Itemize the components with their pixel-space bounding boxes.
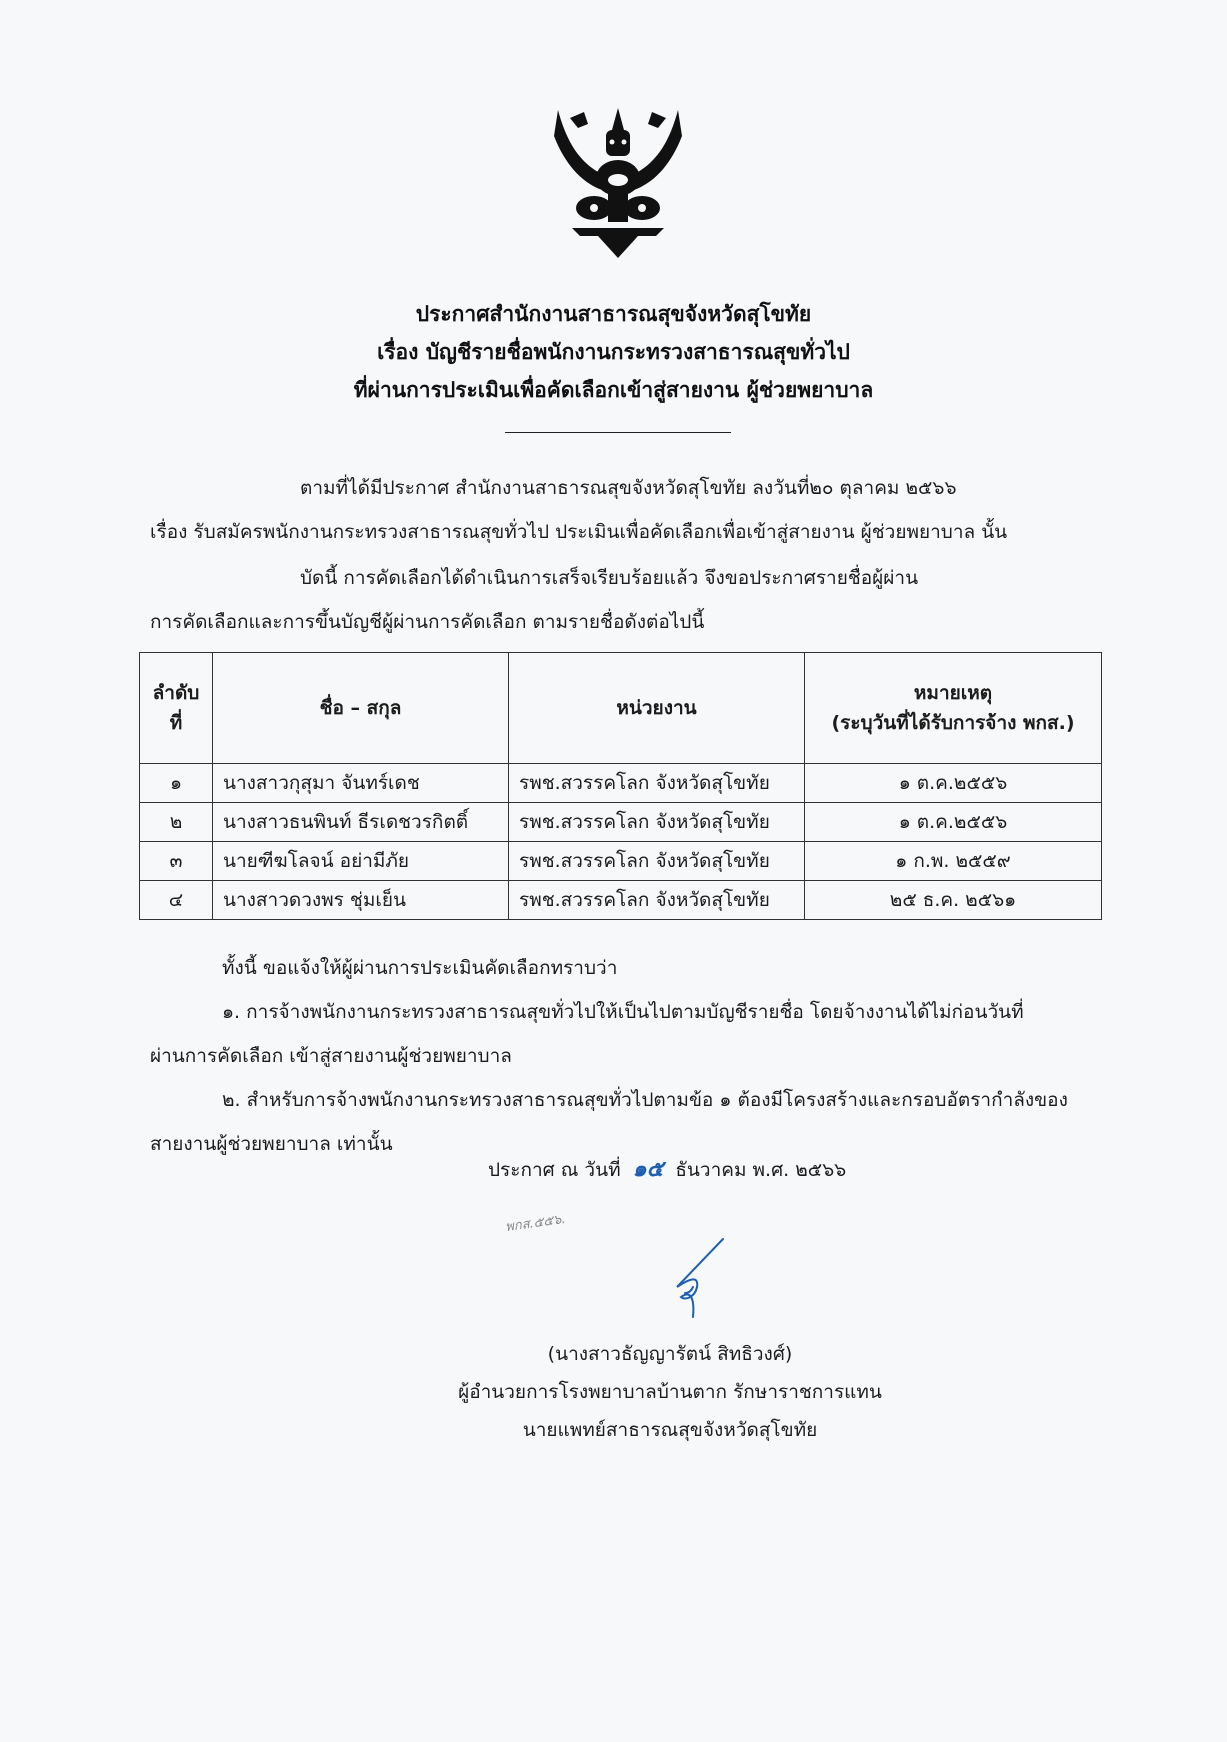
title-line-1: ประกาศสำนักงานสาธารณสุขจังหวัดสุโขทัย xyxy=(415,302,812,326)
cell-order: ๒ xyxy=(140,803,213,842)
announcement-title xyxy=(0,295,1227,409)
cell-note: ๑ ก.พ. ๒๕๕๙ xyxy=(805,842,1102,881)
signatory-position-line-2: นายแพทย์สาธารณสุขจังหวัดสุโขทัย xyxy=(522,1419,818,1441)
announcement-date xyxy=(488,1150,846,1190)
title-line-2: เรื่อง บัญชีรายชื่อพนักงานกระทรวงสาธารณสุขทั่วไป xyxy=(377,340,850,364)
header-order xyxy=(140,653,213,764)
handwritten-day: ๑๕ xyxy=(632,1157,664,1182)
header-unit: หน่วยงาน xyxy=(509,653,805,764)
note-item-2-line-2: สายงานผู้ช่วยพยาบาล เท่านั้น xyxy=(150,1133,393,1155)
cell-note: ๑ ต.ค.๒๕๕๖ xyxy=(805,764,1102,803)
date-suffix: ธันวาคม พ.ศ. ๒๕๖๖ xyxy=(675,1159,847,1181)
table-header-row xyxy=(140,653,1102,764)
note-item-2-line-1: ๒. สำหรับการจ้างพนักงานกระทรวงสาธารณสุขทั่วไปตามข้อ ๑ ต้องมีโครงสร้างและกรอบอัตรากำลังของ xyxy=(222,1089,1068,1111)
cell-note: ๒๕ ธ.ค. ๒๕๖๑ xyxy=(805,881,1102,920)
title-line-3: ที่ผ่านการประเมินเพื่อคัดเลือกเข้าสู่สายงาน ผู้ช่วยพยาบาล xyxy=(353,378,874,402)
table-row xyxy=(140,881,1102,920)
note-item-1-line-2: ผ่านการคัดเลือก เข้าสู่สายงานผู้ช่วยพยาบาล xyxy=(150,1045,512,1067)
cell-unit: รพช.สวรรคโลก จังหวัดสุโขทัย xyxy=(509,803,805,842)
notes-lead: ทั้งนี้ ขอแจ้งให้ผู้ผ่านการประเมินคัดเลือกทราบว่า xyxy=(222,957,618,979)
signatory-block xyxy=(420,1335,920,1449)
table-row xyxy=(140,803,1102,842)
cell-order: ๔ xyxy=(140,881,213,920)
cell-name: นางสาวกุสุมา จันทร์เดช xyxy=(213,764,509,803)
header-note xyxy=(805,653,1102,764)
date-prefix: ประกาศ ณ วันที่ xyxy=(488,1159,621,1181)
cell-note: ๑ ต.ค.๒๕๕๖ xyxy=(805,803,1102,842)
cell-unit: รพช.สวรรคโลก จังหวัดสุโขทัย xyxy=(509,764,805,803)
signature-icon xyxy=(665,1235,735,1320)
title-divider xyxy=(505,432,731,433)
table-row xyxy=(140,764,1102,803)
cell-name: นางสาวธนพินท์ ธีรเดชวรกิตติ์ xyxy=(213,803,509,842)
intro-paragraph-2-line-1: บัดนี้ การคัดเลือกได้ดำเนินการเสร็จเรียบร้อยแล้ว จึงขอประกาศรายชื่อผู้ผ่าน xyxy=(300,567,919,589)
cell-name: นางสาวดวงพร ชุ่มเย็น xyxy=(213,881,509,920)
header-order-line-1: ลำดับ xyxy=(152,682,200,704)
header-note-line-2: (ระบุวันที่ได้รับการจ้าง พกส.) xyxy=(831,712,1075,734)
garuda-emblem-icon xyxy=(548,100,688,260)
cell-order: ๓ xyxy=(140,842,213,881)
cell-unit: รพช.สวรรคโลก จังหวัดสุโขทัย xyxy=(509,881,805,920)
cell-name: นายฑีฆโลจน์ อย่ามีภัย xyxy=(213,842,509,881)
intro-paragraph-2-line-2: การคัดเลือกและการขึ้นบัญชีผู้ผ่านการคัดเลือก ตามรายชื่อดังต่อไปนี้ xyxy=(150,611,705,633)
cell-order: ๑ xyxy=(140,764,213,803)
signatory-name: (นางสาวธัญญารัตน์ สิทธิวงศ์) xyxy=(547,1343,793,1365)
pencil-annotation: พกส.๕๕๖. xyxy=(504,1211,567,1236)
passed-candidates-table xyxy=(139,652,1102,920)
table-row xyxy=(140,842,1102,881)
header-name: ชื่อ – สกุล xyxy=(213,653,509,764)
cell-unit: รพช.สวรรคโลก จังหวัดสุโขทัย xyxy=(509,842,805,881)
intro-paragraph-1-line-1: ตามที่ได้มีประกาศ สำนักงานสาธารณสุขจังหวัดสุโขทัย ลงวันที่๒๐ ตุลาคม ๒๕๖๖ xyxy=(300,477,957,499)
note-item-1-line-1: ๑. การจ้างพนักงานกระทรวงสาธารณสุขทั่วไปให้เป็นไปตามบัญชีรายชื่อ โดยจ้างงานได้ไม่ก่อนวันที่ xyxy=(222,1001,1024,1023)
signatory-position-line-1: ผู้อำนวยการโรงพยาบาลบ้านตาก รักษาราชการแทน xyxy=(458,1381,882,1403)
header-note-line-1: หมายเหตุ xyxy=(913,682,993,704)
header-order-line-2: ที่ xyxy=(169,712,183,734)
intro-paragraph-1-line-2: เรื่อง รับสมัครพนักงานกระทรวงสาธารณสุขทั่วไป ประเมินเพื่อคัดเลือกเพื่อเข้าสู่สายงาน ผู้ช่วยพยาบาล นั้น xyxy=(150,521,1008,543)
